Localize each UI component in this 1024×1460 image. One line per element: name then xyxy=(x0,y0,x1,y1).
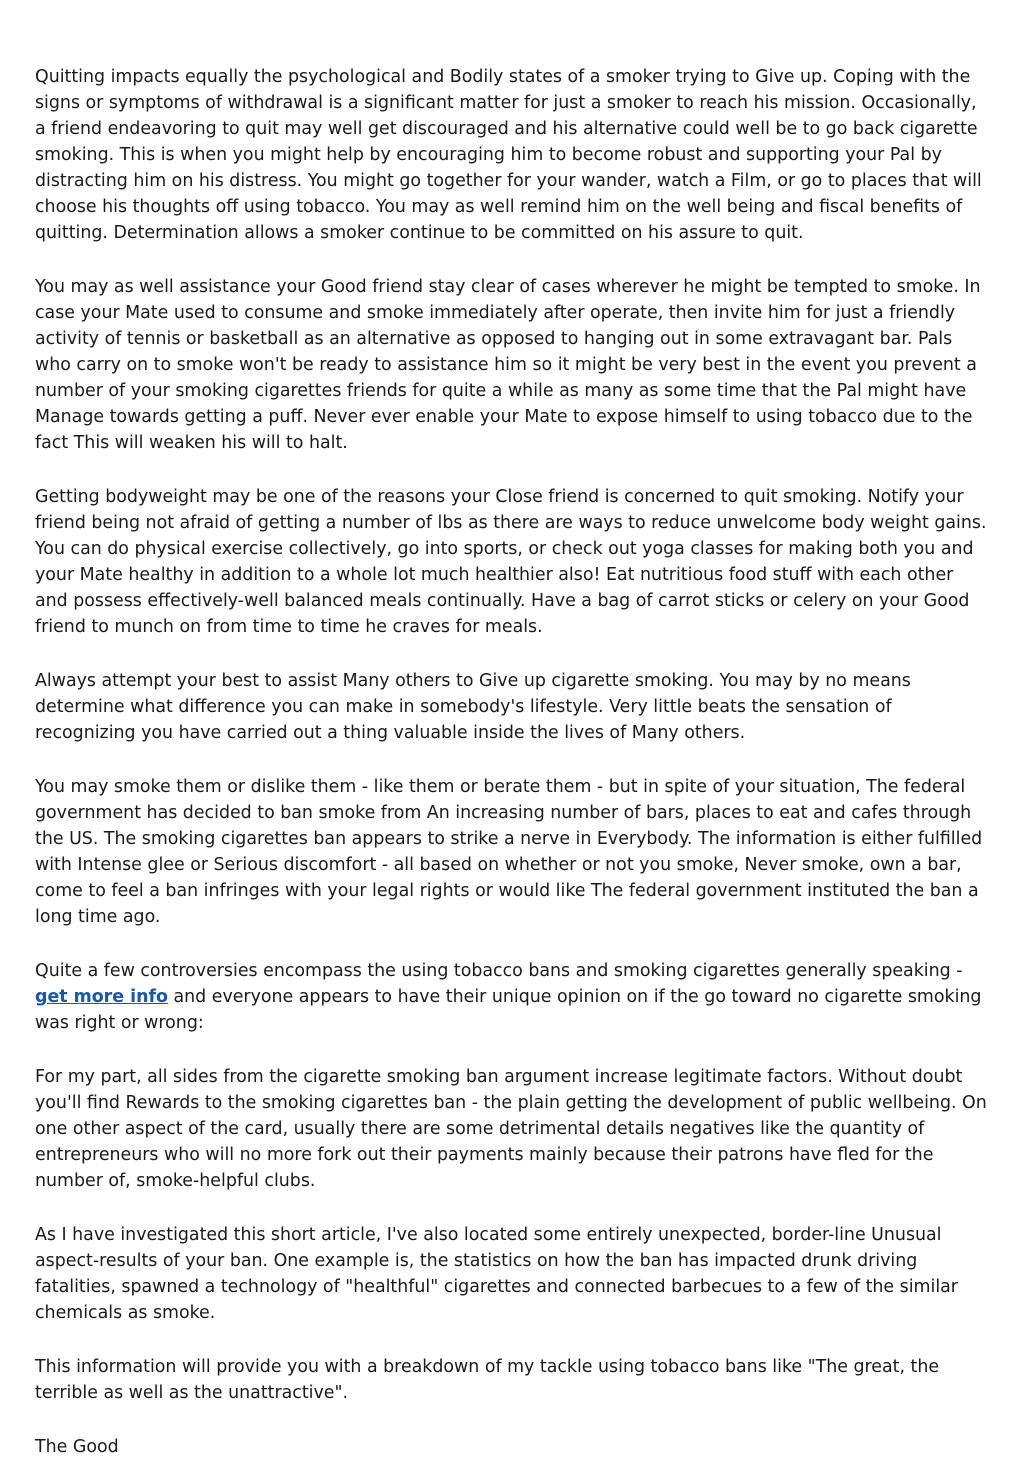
paragraph-4: Always attempt your best to assist Many others to Give up cigarette smoking. You may by no means determine what difference you can make in somebody's lifestyle. Very little beats the sensation of recognizing you have carried out a thing valuable inside the lives of Many others. xyxy=(35,671,911,743)
paragraph-6 xyxy=(35,958,990,1036)
paragraph-9: This information will provide you with a breakdown of my tackle using tobacco bans like "The great, the terrible as well as the unattractive". xyxy=(35,1357,940,1403)
paragraph-6-text-before: Quite a few controversies encompass the using tobacco bans and smoking cigarettes generally speaking - xyxy=(35,961,963,981)
paragraph-5: You may smoke them or dislike them - like them or berate them - but in spite of your situation, The federal government has decided to ban smoke from An increasing number of bars, places to eat and cafes through the US. The smoking cigarettes ban appears to strike a nerve in Everybody. The information is either fulfilled with Intense glee or Serious discomfort - all based on whether or not you smoke, Never smoke, own a bar, come to feel a ban infringes with your legal rights or would like The federal government instituted the ban a long time ago. xyxy=(35,777,983,927)
section-heading-the-good: The Good xyxy=(35,1437,119,1457)
paragraph-6-text-after: and everyone appears to have their unique opinion on if the go toward no cigarette smoking was right or wrong: xyxy=(35,987,982,1033)
paragraph-2: You may as well assistance your Good friend stay clear of cases wherever he might be tempted to smoke. In case your Mate used to consume and smoke immediately after operate, then invite him for just a friendly activity of tennis or basketball as an alternative as opposed to hanging out in some extravagant bar. Pals who carry on to smoke won't be ready to assistance him so it might be very best in the event you prevent a number of your smoking cigarettes friends for quite a while as many as some time that the Pal might have Manage towards getting a puff. Never ever enable your Mate to expose himself to using tobacco due to the fact This will weaken his will to halt. xyxy=(35,277,981,453)
paragraph-8: As I have investigated this short article, I've also located some entirely unexpected, border-line Unusual aspect-results of your ban. One example is, the statistics on how the ban has impacted drunk driving fatalities, spawned a technology of "healthful" cigarettes and connected barbecues to a few of the similar chemicals as smoke. xyxy=(35,1225,958,1323)
paragraph-7: For my part, all sides from the cigarette smoking ban argument increase legitimate factors. Without doubt you'll find Rewards to the smoking cigarettes ban - the plain getting the development of public wellbeing. On one other aspect of the card, usually there are some detrimental details negatives like the quantity of entrepreneurs who will no more fork out their payments mainly because their patrons have fled for the number of, smoke-helpful clubs. xyxy=(35,1067,987,1191)
paragraph-1: Quitting impacts equally the psychological and Bodily states of a smoker trying to Give up. Coping with the signs or symptoms of withdrawal is a significant matter for just a smoker to reach his mission. Occasionally, a friend endeavoring to quit may well get discouraged and his alternative could well be to go back cigarette smoking. This is when you might help by encouraging him to become robust and supporting your Pal by distracting him on his distress. You might go together for your wander, watch a Film, or go to places that will choose his thoughts off using tobacco. You may as well remind him on the well being and fiscal benefits of quitting. Determination allows a smoker continue to be committed on his assure to quit. xyxy=(35,67,982,243)
get-more-info-link[interactable]: get more info xyxy=(35,987,168,1007)
paragraph-3: Getting bodyweight may be one of the reasons your Close friend is concerned to quit smoking. Notify your friend being not afraid of getting a number of lbs as there are ways to reduce unwelcome body weight gains. You can do physical exercise collectively, go into sports, or check out yoga classes for making both you and your Mate healthy in addition to a whole lot much healthier also! Eat nutritious food stuff with each other and possess effectively-well balanced meals continually. Have a bag of carrot sticks or celery on your Good friend to munch on from time to time he craves for meals. xyxy=(35,487,987,637)
